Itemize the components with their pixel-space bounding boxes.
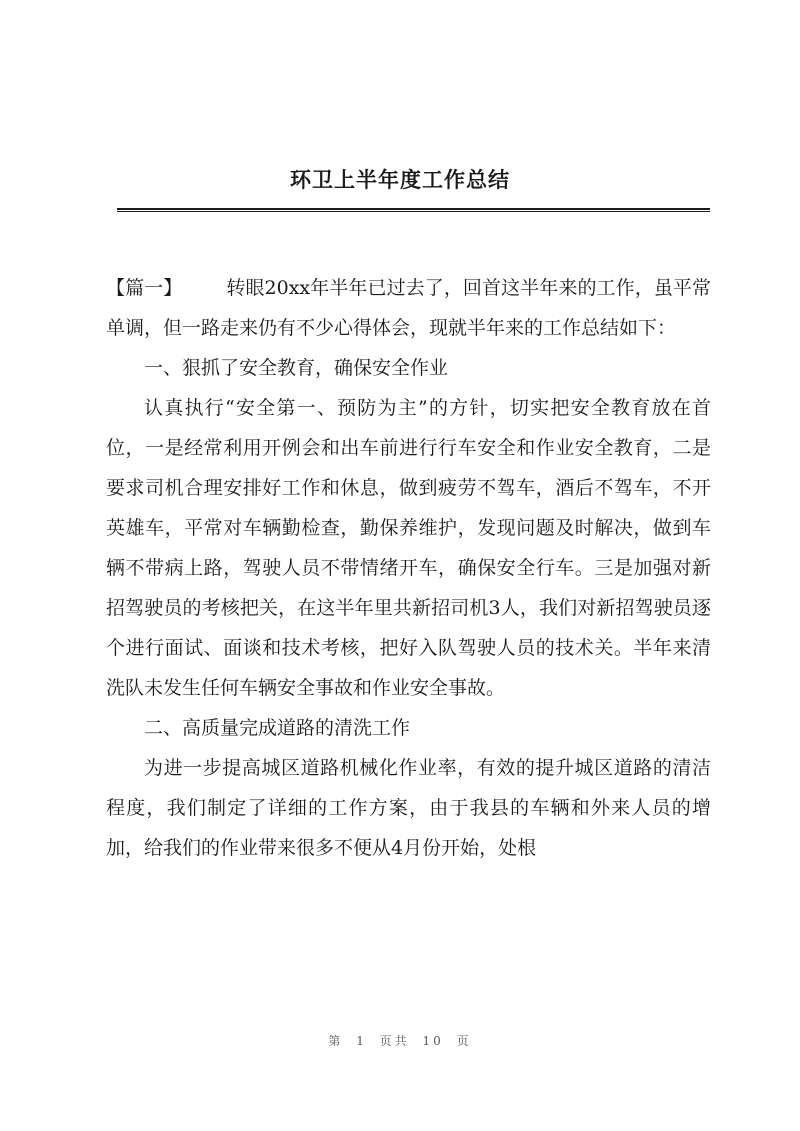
document-body bbox=[106, 268, 711, 868]
document-title: 环卫上半年度工作总结 bbox=[290, 168, 510, 192]
section-tag: 【篇一】 bbox=[106, 277, 183, 299]
section-heading-2: 二、高质量完成道路的清洗工作 bbox=[144, 717, 411, 739]
page-number-footer: 第 1 页共 10 页 bbox=[328, 1034, 472, 1048]
intro-paragraph bbox=[106, 268, 711, 348]
section-heading-1: 一、狠抓了安全教育，确保安全作业 bbox=[144, 357, 449, 379]
title-divider bbox=[117, 208, 710, 212]
section-paragraph-1: 认真执行“安全第一、预防为主”的方针，切实把安全教育放在首位，一是经常利用开例会和出车前进行行车安全和作业安全教育，二是要求司机合理安排好工作和休息，做到疲劳不驾车，酒后不驾车，不开英雄车，平常对车辆勤检查，勤保养维护，发现问题及时解决，做到车辆不带病上路，驾驶人员不带情绪开车，确保安全行车。三是加强对新招驾驶员的考核把关，在这半年里共新招司机3人，我们对新招驾驶员逐个进行面试、面谈和技术考核，把好入队驾驶人员的技术关。半年来清洗队未发生任何车辆安全事故和作业安全事故。 bbox=[106, 397, 711, 699]
section-paragraph-2: 为进一步提高城区道路机械化作业率，有效的提升城区道路的清洁程度，我们制定了详细的工作方案，由于我县的车辆和外来人员的增加，给我们的作业带来很多不便从4月份开始，处根 bbox=[106, 757, 711, 859]
intro-text: 转眼20xx年半年已过去了，回首这半年来的工作，虽平常单调，但一路走来仍有不少心得体会，现就半年来的工作总结如下： bbox=[106, 277, 711, 339]
